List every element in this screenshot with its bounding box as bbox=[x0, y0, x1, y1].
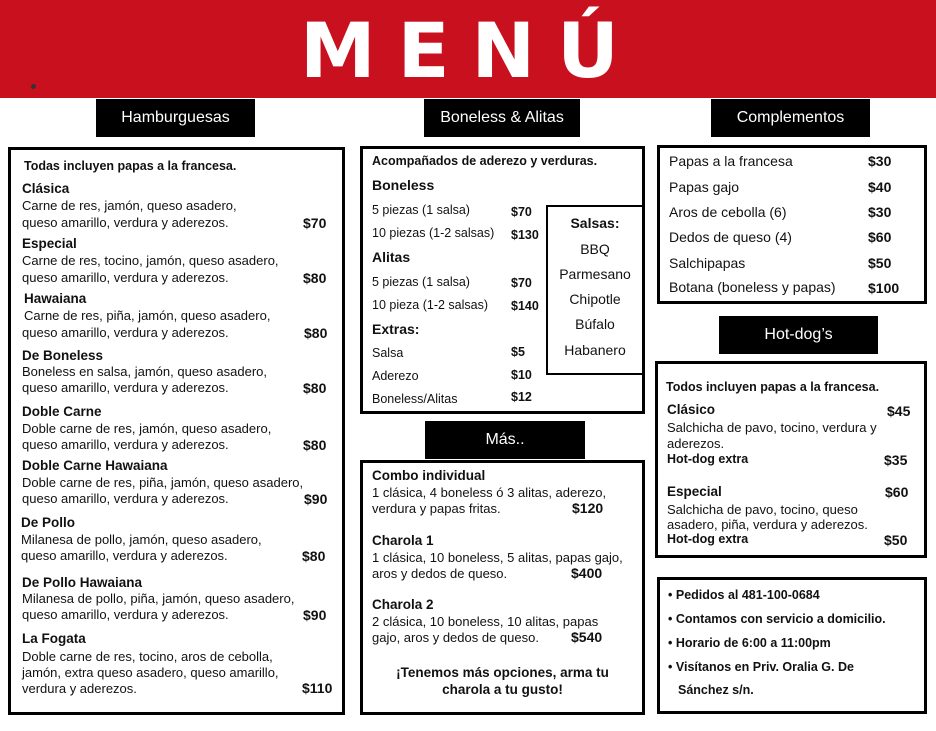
hotdog-price: $45 bbox=[887, 403, 911, 419]
hotdog-desc: asadero, piña, verdura y aderezos. bbox=[667, 517, 868, 532]
combo-desc: 2 clásica, 10 boneless, 10 alitas, papas bbox=[372, 614, 599, 629]
burger-name: Especial bbox=[22, 236, 77, 251]
menu-title: MENÚ bbox=[300, 6, 641, 95]
combo-desc: 1 clásica, 10 boneless, 5 alitas, papas gajo, bbox=[372, 550, 623, 565]
extras-option: Salsa bbox=[372, 346, 404, 360]
boneless-option: 10 piezas (1-2 salsas) bbox=[372, 226, 495, 240]
tab-hamburguesas: Hamburguesas bbox=[96, 99, 255, 137]
burger-desc: jamón, extra queso asadero, queso amarillo, bbox=[22, 665, 279, 680]
tab-mas: Más.. bbox=[425, 421, 585, 459]
hotdog-desc: Salchicha de pavo, tocino, queso bbox=[667, 502, 858, 517]
burger-price: $80 bbox=[303, 270, 327, 286]
complemento-price: $30 bbox=[868, 204, 892, 220]
boneless-option: 5 piezas (1 salsa) bbox=[372, 203, 470, 217]
extras-section-title: Extras: bbox=[372, 321, 420, 337]
boneless-price: $70 bbox=[511, 205, 532, 219]
hotdog-extra-label: Hot-dog extra bbox=[667, 452, 749, 466]
burger-desc: queso amarillo, verdura y aderezos. bbox=[22, 607, 229, 622]
combo-price: $400 bbox=[571, 565, 603, 581]
alitas-price: $70 bbox=[511, 276, 532, 290]
burger-desc: Milanesa de pollo, jamón, queso asadero, bbox=[21, 532, 262, 547]
hotdog-price: $60 bbox=[885, 484, 909, 500]
burger-price: $90 bbox=[303, 607, 327, 623]
complemento-name: Papas gajo bbox=[669, 179, 740, 195]
extras-option: Boneless/Alitas bbox=[372, 392, 458, 406]
complemento-name: Salchipapas bbox=[669, 255, 746, 271]
burger-desc: queso amarillo, verdura y aderezos. bbox=[22, 270, 229, 285]
burger-price: $80 bbox=[304, 325, 328, 341]
burger-desc: queso amarillo, verdura y aderezos. bbox=[21, 548, 228, 563]
alitas-section-title: Alitas bbox=[372, 249, 411, 265]
burger-name: De Pollo bbox=[21, 515, 76, 530]
complemento-price: $60 bbox=[868, 229, 892, 245]
combo-desc: gajo, aros y dedos de queso. bbox=[372, 630, 539, 645]
complemento-name: Papas a la francesa bbox=[669, 153, 793, 169]
burger-price: $80 bbox=[303, 437, 327, 453]
hotdog-extra-price: $35 bbox=[884, 452, 908, 468]
salsa-item: Búfalo bbox=[575, 316, 615, 332]
complemento-name: Dedos de queso (4) bbox=[669, 229, 792, 245]
burger-desc: Doble carne de res, tocino, aros de cebolla, bbox=[22, 649, 273, 664]
complemento-name: Botana (boneless y papas) bbox=[669, 279, 836, 295]
burger-name: Doble Carne bbox=[22, 404, 102, 419]
burger-desc: Carne de res, tocino, jamón, queso asadero, bbox=[22, 253, 279, 268]
burger-desc: Doble carne de res, piña, jamón, queso asadero, bbox=[22, 475, 304, 490]
salsa-item: Chipotle bbox=[569, 291, 621, 307]
burger-price: $70 bbox=[303, 215, 327, 231]
boneless-note: Acompañados de aderezo y verduras. bbox=[372, 154, 598, 168]
combo-desc: 1 clásica, 4 boneless ó 3 alitas, aderezo, bbox=[372, 485, 607, 500]
combo-desc: aros y dedos de queso. bbox=[372, 566, 508, 581]
extras-price: $5 bbox=[511, 345, 525, 359]
mas-footer-line: charola a tu gusto! bbox=[442, 682, 563, 697]
extras-price: $12 bbox=[511, 390, 532, 404]
extras-option: Aderezo bbox=[372, 369, 419, 383]
complemento-price: $40 bbox=[868, 179, 892, 195]
hotdog-extra-label: Hot-dog extra bbox=[667, 532, 749, 546]
extras-price: $10 bbox=[511, 368, 532, 382]
hotdog-name: Clásico bbox=[667, 402, 716, 417]
hamburguesas-note: Todas incluyen papas a la francesa. bbox=[24, 159, 237, 173]
info-item-continuation: Sánchez s/n. bbox=[678, 683, 754, 697]
boneless-price: $130 bbox=[511, 228, 539, 242]
burger-desc: queso amarillo, verdura y aderezos. bbox=[22, 215, 229, 230]
info-item: • Contamos con servicio a domicilio. bbox=[668, 612, 886, 626]
burger-desc: Doble carne de res, jamón, queso asadero, bbox=[22, 421, 272, 436]
hotdog-desc: aderezos. bbox=[667, 436, 725, 451]
alitas-option: 5 piezas (1 salsa) bbox=[372, 275, 470, 289]
complemento-price: $100 bbox=[868, 280, 900, 296]
complemento-name: Aros de cebolla (6) bbox=[669, 204, 787, 220]
burger-desc: queso amarillo, verdura y aderezos. bbox=[22, 380, 229, 395]
burger-desc: verdura y aderezos. bbox=[22, 681, 137, 696]
salsas-title: Salsas: bbox=[570, 215, 620, 231]
combo-name: Combo individual bbox=[372, 468, 486, 483]
alitas-option: 10 pieza (1-2 salsas) bbox=[372, 298, 489, 312]
salsa-item: Parmesano bbox=[559, 266, 631, 282]
burger-name: Doble Carne Hawaiana bbox=[22, 458, 168, 473]
header-banner bbox=[0, 0, 936, 98]
burger-name: De Boneless bbox=[22, 348, 104, 363]
burger-desc: Carne de res, piña, jamón, queso asadero, bbox=[24, 308, 271, 323]
salsa-item: Habanero bbox=[564, 342, 626, 358]
tab-boneless-alitas: Boneless & Alitas bbox=[424, 99, 580, 137]
tab-complementos: Complementos bbox=[711, 99, 870, 137]
mas-footer-line: ¡Tenemos más opciones, arma tu bbox=[396, 665, 609, 680]
hotdog-name: Especial bbox=[667, 484, 722, 499]
combo-name: Charola 2 bbox=[372, 597, 434, 612]
burger-desc: queso amarillo, verdura y aderezos. bbox=[22, 325, 229, 340]
boneless-section-title: Boneless bbox=[372, 177, 435, 193]
info-item: • Pedidos al 481-100-0684 bbox=[668, 588, 820, 602]
tab-hotdogs: Hot-dog’s bbox=[719, 316, 878, 354]
burger-desc: Boneless en salsa, jamón, queso asadero, bbox=[22, 364, 267, 379]
combo-price: $540 bbox=[571, 629, 603, 645]
burger-desc: queso amarillo, verdura y aderezos. bbox=[22, 437, 229, 452]
combo-name: Charola 1 bbox=[372, 533, 434, 548]
salsas-box bbox=[546, 205, 644, 375]
hotdog-extra-price: $50 bbox=[884, 532, 908, 548]
hotdogs-note: Todos incluyen papas a la francesa. bbox=[666, 380, 880, 394]
combo-desc: verdura y papas fritas. bbox=[372, 501, 501, 516]
alitas-price: $140 bbox=[511, 299, 539, 313]
burger-name: La Fogata bbox=[22, 631, 86, 646]
burger-price: $90 bbox=[304, 491, 328, 507]
burger-desc: Carne de res, jamón, queso asadero, bbox=[22, 198, 237, 213]
combo-price: $120 bbox=[572, 500, 604, 516]
burger-name: De Pollo Hawaiana bbox=[22, 575, 143, 590]
info-item: • Visítanos en Priv. Oralia G. De bbox=[668, 660, 854, 674]
complemento-price: $50 bbox=[868, 255, 892, 271]
burger-price: $110 bbox=[302, 680, 333, 696]
bullet-dot bbox=[31, 84, 36, 89]
burger-desc: queso amarillo, verdura y aderezos. bbox=[22, 491, 229, 506]
burger-name: Hawaiana bbox=[24, 291, 87, 306]
complemento-price: $30 bbox=[868, 153, 892, 169]
burger-name: Clásica bbox=[22, 181, 70, 196]
hotdog-desc: Salchicha de pavo, tocino, verdura y bbox=[667, 420, 877, 435]
burger-desc: Milanesa de pollo, piña, jamón, queso asadero, bbox=[22, 591, 295, 606]
salsa-item: BBQ bbox=[580, 241, 610, 257]
info-item: • Horario de 6:00 a 11:00pm bbox=[668, 636, 831, 650]
burger-price: $80 bbox=[302, 548, 326, 564]
burger-price: $80 bbox=[303, 380, 327, 396]
